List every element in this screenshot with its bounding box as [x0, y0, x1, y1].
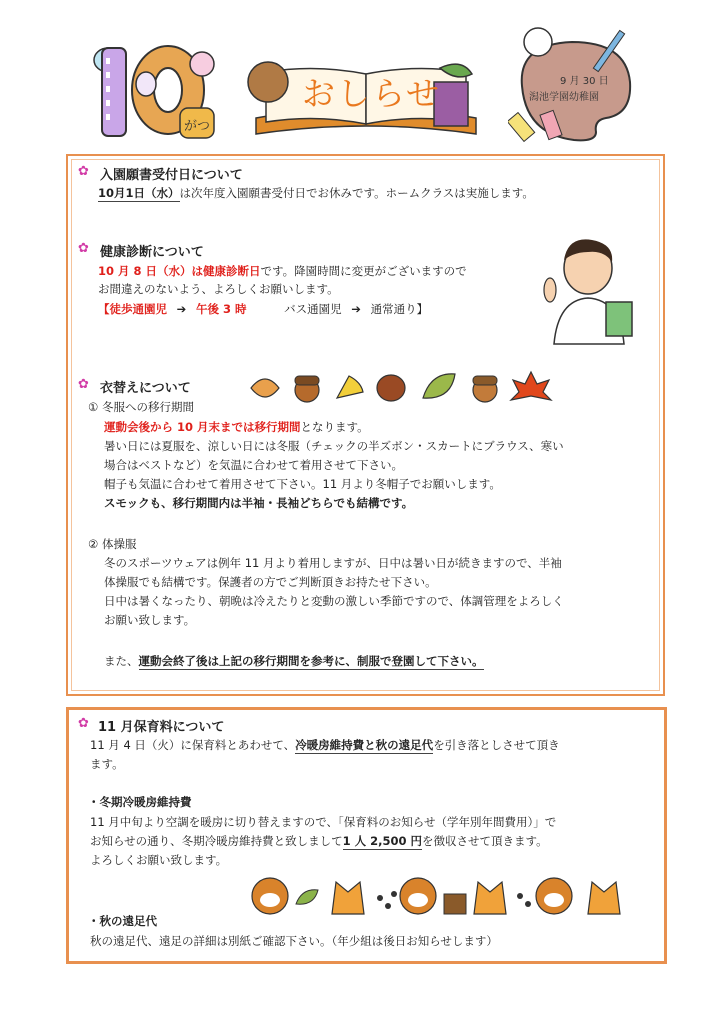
raccoon-icon — [400, 878, 436, 914]
flower-bullet-icon: ✿ — [78, 164, 89, 179]
arrow-icon: ➔ — [351, 302, 361, 316]
seeds-icon — [517, 893, 531, 907]
gym-line-5 — [104, 652, 484, 670]
month-suffix: がつ — [183, 119, 211, 134]
flower-bullet-icon: ✿ — [78, 716, 89, 731]
gym-line5-pre: また、 — [104, 654, 139, 668]
heating-line2-post: を徴収させて頂きます。 — [422, 834, 548, 848]
flower-bullet-icon: ✿ — [78, 377, 89, 392]
fees-line1-post: を引き落としさせて頂き — [433, 738, 560, 752]
gym-line-4: お願い致します。 — [104, 613, 196, 627]
clothing-line-2: 暑い日には夏服を、涼しい日には冬服（チェックの半ズボン・スカートにブラウス、寒い — [104, 439, 564, 453]
section-heading-fees: 11 月保育料について — [98, 720, 225, 735]
enrollment-body: は次年度入園願書受付日でお休みです。ホームクラスは実施します。 — [179, 186, 534, 200]
transition-rest: となります。 — [300, 420, 369, 434]
walk-time: 午後 3 時 — [195, 302, 247, 316]
fees-line1-pre: 11 月 4 日（火）に保育料とあわせて、 — [90, 738, 296, 752]
doctor-illustration — [538, 228, 638, 346]
heating-line-1: 11 月中旬より空調を暖房に切り替えますので、「保育料のお知らせ（学年別年間費用）」で — [90, 815, 557, 829]
clothing-line-1 — [104, 418, 369, 436]
ginkgo-icon — [337, 376, 363, 398]
clothing-line-4: 帽子も気温に合わせて着用させて下さい。11 月より冬帽子でお願いします。 — [104, 477, 501, 491]
section-heading-clothing: 衣替えについて — [100, 381, 191, 396]
health-date: 10 月 8 日（水）は健康診断日 — [98, 264, 261, 278]
seeds-icon — [377, 891, 397, 909]
health-schedule — [98, 300, 428, 318]
bus-label: バス通園児 — [284, 302, 342, 316]
stump-icon — [444, 894, 466, 914]
walk-label: 【徒歩通園児 — [98, 302, 167, 316]
maple-leaf-icon — [511, 372, 551, 400]
gym-line-2: 体操服でも結構です。保護者の方でご判断頂きお持たせ下さい。 — [104, 575, 437, 589]
fox-icon — [332, 882, 364, 914]
heating-subheading: ・冬期冷暖房維持費 — [88, 795, 192, 809]
squirrel-illustration — [248, 62, 288, 102]
acorn-icon — [295, 376, 319, 402]
clothing-sub-2: ② 体操服 — [88, 537, 137, 551]
month-number-illustration — [88, 38, 228, 144]
leaf-icon — [423, 374, 455, 398]
autumn-leaves-decoration — [245, 368, 565, 408]
raccoon-icon — [536, 878, 572, 914]
fees-items: 冷暖房維持費と秋の遠足代 — [295, 738, 434, 752]
section-heading-enrollment: 入園願書受付日について — [100, 168, 243, 183]
chestnut-icon — [377, 375, 405, 401]
health-line1-rest: です。降園時間に変更がございますので — [260, 264, 467, 278]
fox-icon — [588, 882, 620, 914]
excursion-line-1: 秋の遠足代、遠足の詳細は別紙ご確認下さい。（年少組は後日お知らせします） — [90, 934, 498, 948]
enrollment-text — [98, 184, 534, 202]
clothing-line-5: スモックも、移行期間内は半袖・長袖どちらでも結構です。 — [104, 496, 414, 510]
fees-line-1 — [90, 736, 560, 754]
school-name: 潟池学園幼稚園 — [529, 92, 599, 103]
leaf-icon — [296, 890, 318, 904]
animals-decoration — [248, 874, 643, 920]
heating-fee: 1 人 2,500 円 — [342, 834, 423, 848]
heating-line-2 — [90, 832, 548, 850]
uniform-notice: 運動会終了後は上記の移行期間を参考に、制服で登園して下さい。 — [138, 654, 484, 668]
enrollment-date: 10月1日（水） — [98, 186, 180, 200]
leaf-icon — [251, 379, 279, 397]
heating-line2-pre: お知らせの通り、冬期冷暖房維持費と致しまして — [90, 834, 343, 848]
flower-bullet-icon: ✿ — [78, 241, 89, 256]
arrow-icon: ➔ — [176, 302, 187, 316]
health-line-2: お間違えのないよう、よろしくお願いします。 — [98, 282, 339, 296]
health-line-1 — [98, 262, 467, 280]
bus-time: 通常通り】 — [370, 302, 429, 316]
section-heading-health: 健康診断について — [100, 245, 204, 260]
clothing-sub-1: ① 冬服への移行期間 — [88, 400, 194, 414]
fox-icon — [474, 882, 506, 914]
gym-line-3: 日中は暑くなったり、朝晩は冷えたりと変動の激しい季節ですので、体調管理をよろしく — [104, 594, 564, 608]
clothing-line-3: 場合はベストなど）を気温に合わせて着用させて下さい。 — [104, 458, 403, 472]
raccoon-icon — [252, 878, 288, 914]
fees-line-2: ます。 — [90, 757, 124, 771]
gym-line-1: 冬のスポーツウェアは例年 11 月より着用しますが、日中は暑い日が続きますので、半袖 — [104, 556, 562, 570]
acorn-icon — [473, 376, 497, 402]
transition-period: 運動会後から 10 月末までは移行期間 — [104, 420, 301, 434]
heating-line-3: よろしくお願い致します。 — [90, 853, 228, 867]
page-title: おしらせ — [302, 74, 442, 113]
issue-date: 9 月 30 日 — [560, 76, 609, 87]
excursion-subheading: ・秋の遠足代 — [88, 914, 157, 928]
